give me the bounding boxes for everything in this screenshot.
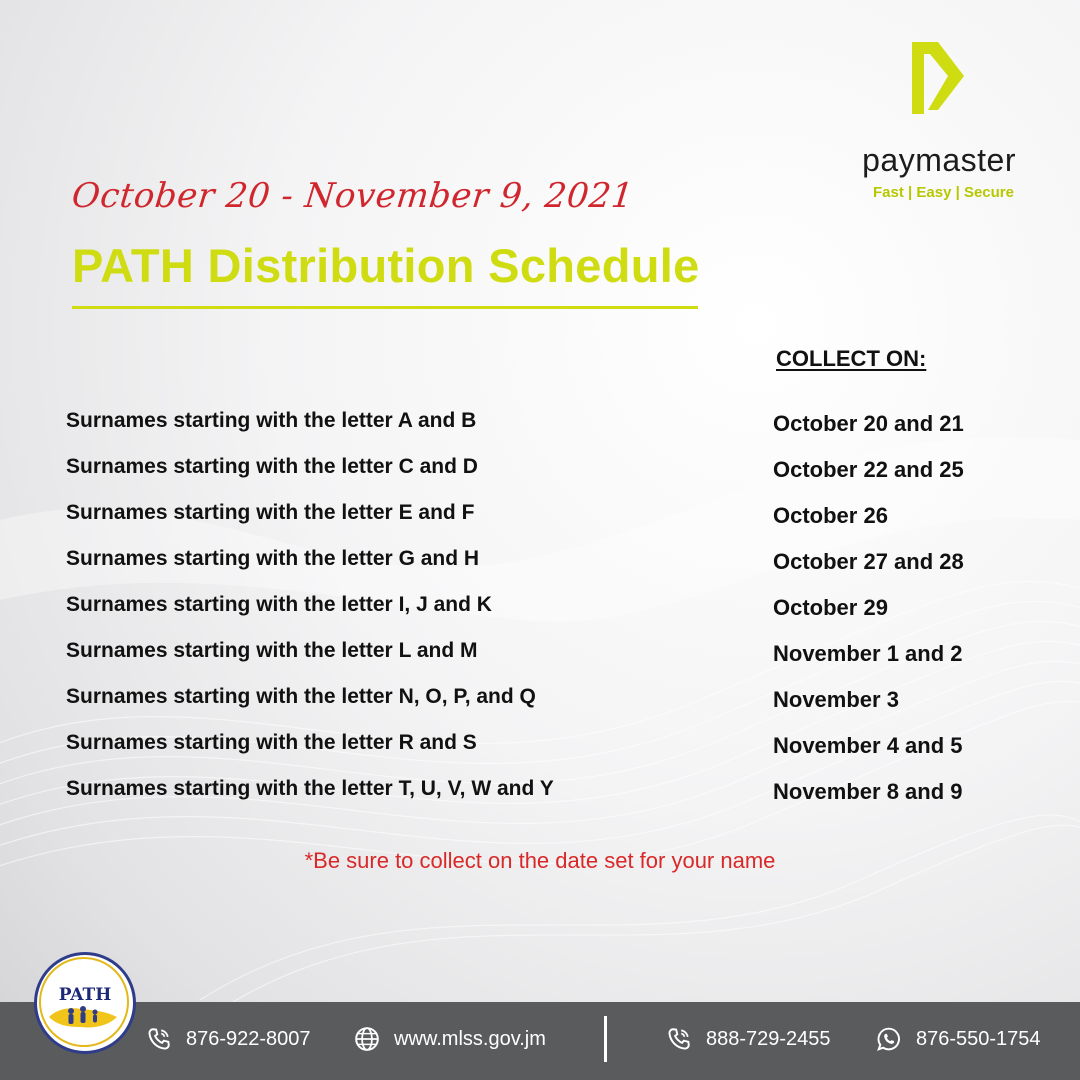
collection-date: November 3 (773, 687, 899, 712)
title-underline (72, 306, 698, 309)
schedule-row (66, 771, 1026, 817)
surname-group: Surnames starting with the letter T, U, V, W and Y (66, 777, 554, 800)
collection-date: October 22 and 25 (773, 457, 964, 482)
date-range: October 20 - November 9, 2021 (69, 176, 636, 216)
whatsapp-number: 876-550-1754 (916, 1027, 1041, 1050)
paymaster-brand (846, 42, 1016, 201)
schedule-row (66, 679, 1026, 725)
collection-date: October 26 (773, 503, 888, 528)
phone-icon (666, 1026, 692, 1052)
collection-date: November 8 and 9 (773, 779, 963, 804)
path-programme-seal-icon (34, 952, 136, 1054)
jamaica-island-icon (47, 1003, 119, 1033)
schedule-row (66, 587, 1026, 633)
surname-group: Surnames starting with the letter E and F (66, 501, 475, 524)
schedule-row (66, 541, 1026, 587)
surname-group: Surnames starting with the letter R and S (66, 731, 477, 754)
phone-number: 876-922-8007 (186, 1027, 311, 1050)
phone-number: 888-729-2455 (706, 1027, 831, 1050)
paymaster-p-logo-icon (908, 42, 966, 114)
website-link: www.mlss.gov.jm (394, 1027, 546, 1050)
schedule-row (66, 449, 1026, 495)
schedule-row (66, 403, 1026, 449)
footer-phone-1[interactable] (146, 1026, 311, 1052)
surname-group: Surnames starting with the letter L and M (66, 639, 478, 662)
path-logo-word: PATH (58, 985, 112, 1005)
footer-bar (0, 1002, 1080, 1080)
footer-whatsapp[interactable] (876, 1026, 1041, 1052)
phone-icon (146, 1026, 172, 1052)
schedule-row (66, 495, 1026, 541)
page-title: PATH Distribution Schedule (72, 239, 700, 292)
surname-group: Surnames starting with the letter G and H (66, 547, 480, 570)
collect-on-header: COLLECT ON: (776, 346, 927, 371)
schedule-row (66, 725, 1026, 771)
collection-date: November 1 and 2 (773, 641, 963, 666)
surname-group: Surnames starting with the letter C and D (66, 455, 478, 478)
brand-tagline: Fast | Easy | Secure (873, 184, 1014, 201)
collection-date: October 29 (773, 595, 888, 620)
collection-date: October 20 and 21 (773, 411, 964, 436)
schedule-table (66, 403, 1026, 817)
footer-divider (604, 1016, 607, 1062)
collection-date: November 4 and 5 (773, 733, 963, 758)
collection-date: October 27 and 28 (773, 549, 964, 574)
footer-website[interactable] (354, 1026, 546, 1052)
schedule-row (66, 633, 1026, 679)
collection-note: *Be sure to collect on the date set for your name (304, 848, 776, 873)
surname-group: Surnames starting with the letter I, J and K (66, 593, 492, 616)
whatsapp-icon (876, 1026, 902, 1052)
brand-name: paymaster (862, 142, 1016, 178)
globe-icon (354, 1026, 380, 1052)
footer-phone-2[interactable] (666, 1026, 831, 1052)
surname-group: Surnames starting with the letter A and B (66, 409, 477, 432)
surname-group: Surnames starting with the letter N, O, P, and Q (66, 685, 536, 708)
